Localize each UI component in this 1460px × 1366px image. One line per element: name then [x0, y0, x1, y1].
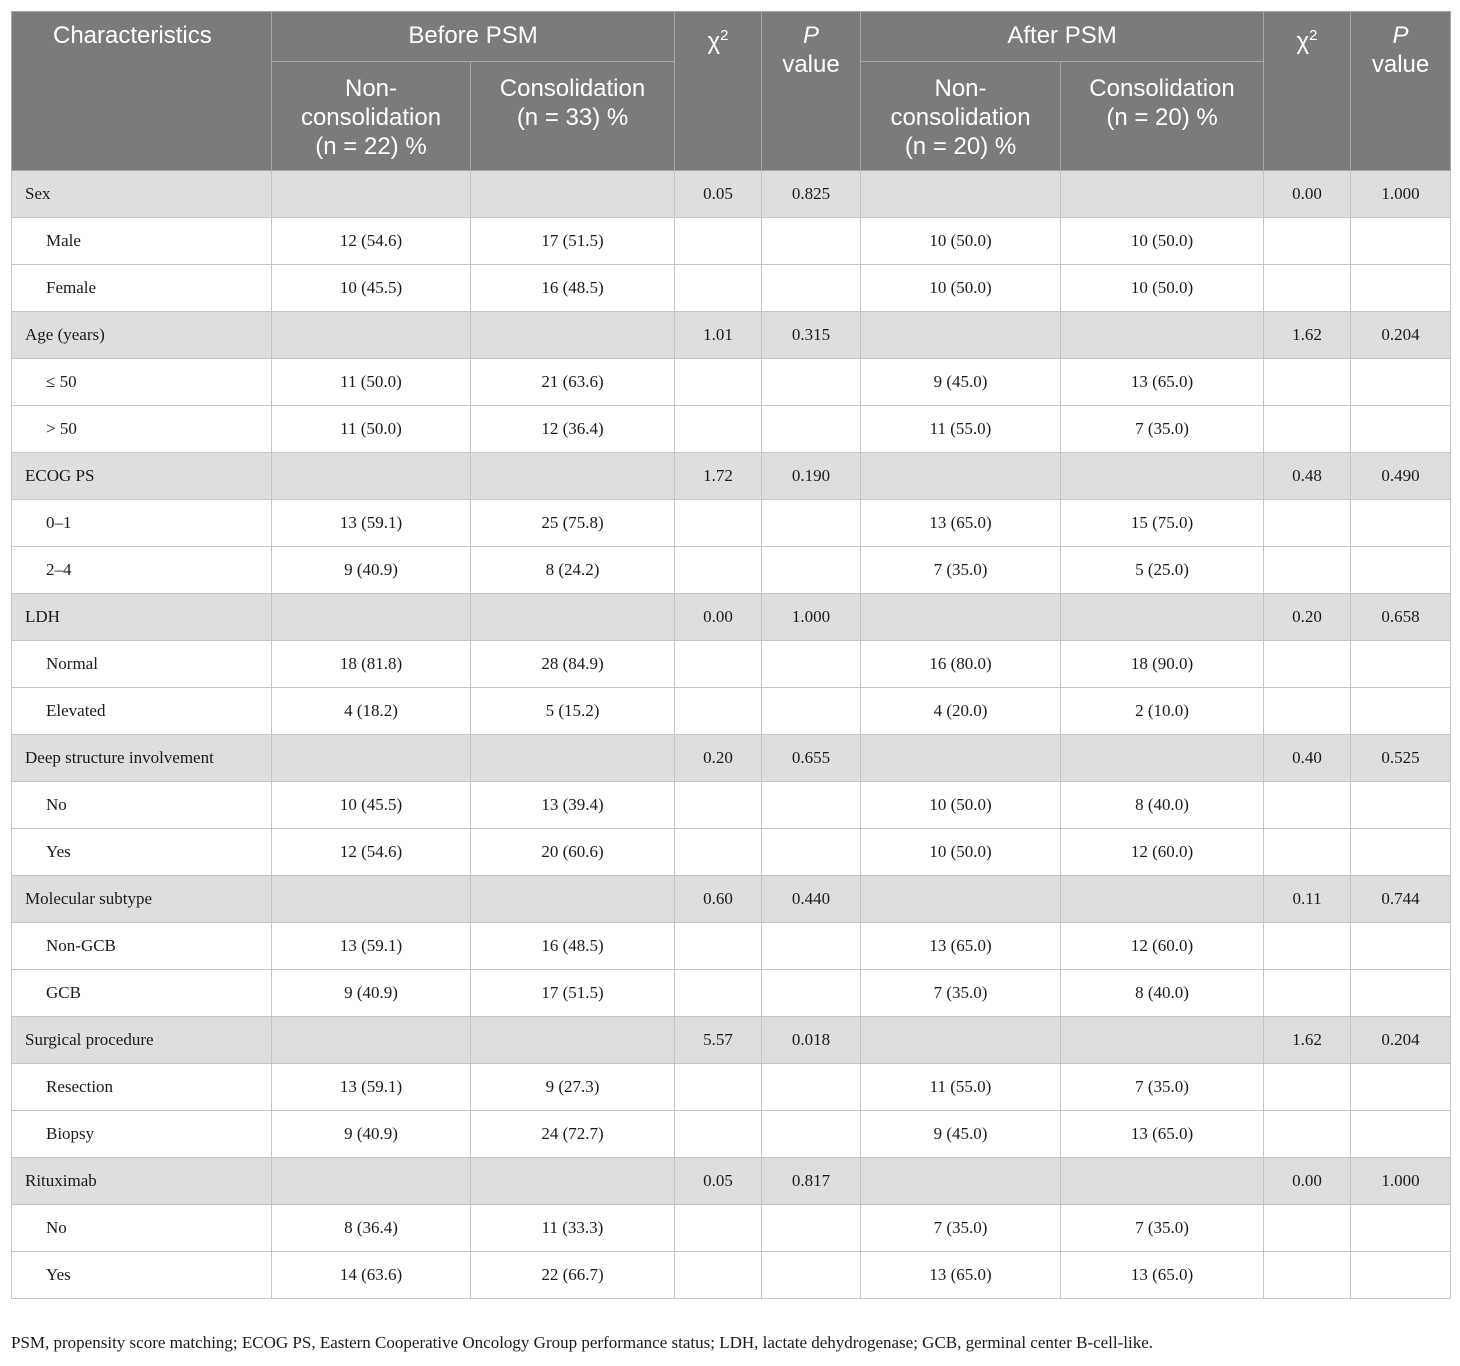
table-row: [12, 1252, 1451, 1299]
cell-after-chi-square: [1264, 500, 1351, 547]
cell-before-consolidation: [471, 1017, 675, 1064]
cell-before-p-value: [762, 1252, 861, 1299]
cell-before-chi-square: [675, 829, 762, 876]
cell-after-non-consolidation: 10 (50.0): [861, 782, 1061, 829]
table-row: [12, 688, 1451, 735]
cell-before-p-value: [762, 688, 861, 735]
row-label: 0–1: [12, 500, 272, 547]
row-label: ≤ 50: [12, 359, 272, 406]
cell-after-p-value: 0.525: [1351, 735, 1451, 782]
cell-after-non-consolidation: 10 (50.0): [861, 829, 1061, 876]
cell-before-non-consolidation: [272, 735, 471, 782]
cell-before-p-value: 0.018: [762, 1017, 861, 1064]
header-characteristics: Characteristics: [12, 12, 272, 171]
cell-before-chi-square: [675, 641, 762, 688]
cell-before-chi-square: 0.60: [675, 876, 762, 923]
cell-after-p-value: [1351, 970, 1451, 1017]
cell-before-non-consolidation: [272, 1158, 471, 1205]
header-before-non-consolidation: [272, 62, 471, 171]
cell-before-non-consolidation: [272, 1017, 471, 1064]
cell-after-chi-square: 0.11: [1264, 876, 1351, 923]
category-row: [12, 312, 1451, 359]
table-row: [12, 782, 1451, 829]
cell-after-p-value: [1351, 1205, 1451, 1252]
row-label: LDH: [12, 594, 272, 641]
cell-after-consolidation: 13 (65.0): [1061, 1111, 1264, 1158]
row-label: Female: [12, 265, 272, 312]
row-label: > 50: [12, 406, 272, 453]
cell-after-p-value: [1351, 688, 1451, 735]
cell-after-non-consolidation: 13 (65.0): [861, 923, 1061, 970]
cell-before-chi-square: [675, 359, 762, 406]
cell-after-chi-square: [1264, 688, 1351, 735]
table-footnote: PSM, propensity score matching; ECOG PS, Eastern Cooperative Oncology Group performance status; LDH, lactate dehydrogenase; GCB, germinal center B-cell-like.: [11, 1333, 1154, 1352]
characteristics-table: [11, 11, 1451, 1299]
cell-before-chi-square: 0.20: [675, 735, 762, 782]
value-label: value: [782, 51, 840, 78]
cell-before-non-consolidation: 9 (40.9): [272, 1111, 471, 1158]
row-label: Resection: [12, 1064, 272, 1111]
cell-before-p-value: 0.825: [762, 171, 861, 218]
cell-before-non-consolidation: 10 (45.5): [272, 265, 471, 312]
cell-before-p-value: 0.190: [762, 453, 861, 500]
cell-after-non-consolidation: [861, 453, 1061, 500]
cell-before-consolidation: 5 (15.2): [471, 688, 675, 735]
row-label: Normal: [12, 641, 272, 688]
cell-before-non-consolidation: 18 (81.8): [272, 641, 471, 688]
cell-after-p-value: [1351, 782, 1451, 829]
header-line: (n = 33) %: [516, 104, 629, 131]
row-label: Sex: [12, 171, 272, 218]
cell-before-chi-square: 5.57: [675, 1017, 762, 1064]
cell-after-chi-square: [1264, 1252, 1351, 1299]
cell-after-non-consolidation: [861, 735, 1061, 782]
cell-after-consolidation: [1061, 876, 1264, 923]
cell-after-p-value: [1351, 547, 1451, 594]
cell-before-consolidation: [471, 171, 675, 218]
cell-before-non-consolidation: 13 (59.1): [272, 1064, 471, 1111]
cell-before-consolidation: 8 (24.2): [471, 547, 675, 594]
cell-before-p-value: 0.655: [762, 735, 861, 782]
row-label: 2–4: [12, 547, 272, 594]
cell-after-chi-square: 0.00: [1264, 171, 1351, 218]
cell-before-chi-square: 1.01: [675, 312, 762, 359]
cell-after-consolidation: [1061, 171, 1264, 218]
cell-after-p-value: [1351, 1252, 1451, 1299]
cell-before-consolidation: [471, 1158, 675, 1205]
cell-after-chi-square: 1.62: [1264, 312, 1351, 359]
cell-after-consolidation: 12 (60.0): [1061, 923, 1264, 970]
cell-after-p-value: [1351, 923, 1451, 970]
cell-before-p-value: [762, 500, 861, 547]
header-line: (n = 20) %: [904, 133, 1017, 160]
cell-after-non-consolidation: [861, 171, 1061, 218]
cell-before-consolidation: 21 (63.6): [471, 359, 675, 406]
cell-after-non-consolidation: 7 (35.0): [861, 970, 1061, 1017]
cell-before-non-consolidation: 9 (40.9): [272, 970, 471, 1017]
cell-after-non-consolidation: 9 (45.0): [861, 1111, 1061, 1158]
header-line: consolidation: [890, 104, 1031, 131]
cell-after-consolidation: [1061, 453, 1264, 500]
category-row: [12, 171, 1451, 218]
header-before-psm: Before PSM: [272, 12, 675, 62]
cell-after-non-consolidation: 16 (80.0): [861, 641, 1061, 688]
cell-after-consolidation: 8 (40.0): [1061, 970, 1264, 1017]
cell-before-p-value: [762, 641, 861, 688]
cell-before-non-consolidation: 8 (36.4): [272, 1205, 471, 1252]
p-label: P: [1392, 22, 1409, 49]
cell-before-non-consolidation: 12 (54.6): [272, 218, 471, 265]
cell-before-consolidation: [471, 735, 675, 782]
cell-after-chi-square: [1264, 1205, 1351, 1252]
table-body: [12, 171, 1451, 1299]
cell-after-chi-square: [1264, 970, 1351, 1017]
row-label: Molecular subtype: [12, 876, 272, 923]
cell-after-p-value: [1351, 1111, 1451, 1158]
cell-before-p-value: [762, 1111, 861, 1158]
cell-after-consolidation: 2 (10.0): [1061, 688, 1264, 735]
cell-before-consolidation: 17 (51.5): [471, 218, 675, 265]
cell-after-p-value: 1.000: [1351, 171, 1451, 218]
row-label: ECOG PS: [12, 453, 272, 500]
header-line: Non-: [934, 75, 987, 102]
cell-before-chi-square: [675, 500, 762, 547]
cell-after-consolidation: [1061, 735, 1264, 782]
cell-before-p-value: [762, 547, 861, 594]
cell-after-non-consolidation: [861, 1017, 1061, 1064]
row-label: Male: [12, 218, 272, 265]
cell-after-p-value: 0.204: [1351, 312, 1451, 359]
cell-before-consolidation: 25 (75.8): [471, 500, 675, 547]
cell-before-chi-square: 1.72: [675, 453, 762, 500]
header-line: Consolidation: [1089, 75, 1235, 102]
cell-before-consolidation: [471, 312, 675, 359]
table-row: [12, 406, 1451, 453]
table-row: [12, 1111, 1451, 1158]
cell-after-consolidation: 7 (35.0): [1061, 1064, 1264, 1111]
cell-after-consolidation: 12 (60.0): [1061, 829, 1264, 876]
chi-exponent: 2: [1309, 27, 1318, 44]
cell-after-non-consolidation: [861, 1158, 1061, 1205]
cell-after-chi-square: [1264, 547, 1351, 594]
cell-after-non-consolidation: 7 (35.0): [861, 547, 1061, 594]
header-line: Non-: [344, 75, 398, 102]
cell-before-p-value: [762, 829, 861, 876]
cell-before-p-value: [762, 1064, 861, 1111]
cell-after-p-value: 0.744: [1351, 876, 1451, 923]
table-row: [12, 265, 1451, 312]
cell-before-p-value: 1.000: [762, 594, 861, 641]
table-row: [12, 829, 1451, 876]
cell-before-chi-square: 0.00: [675, 594, 762, 641]
cell-after-chi-square: 0.40: [1264, 735, 1351, 782]
cell-after-non-consolidation: 11 (55.0): [861, 1064, 1061, 1111]
header-after-chi-square: [1264, 12, 1351, 171]
cell-after-chi-square: [1264, 641, 1351, 688]
cell-before-non-consolidation: [272, 876, 471, 923]
cell-after-chi-square: [1264, 265, 1351, 312]
cell-before-p-value: 0.817: [762, 1158, 861, 1205]
cell-before-p-value: [762, 265, 861, 312]
cell-after-consolidation: [1061, 1017, 1264, 1064]
cell-after-consolidation: [1061, 312, 1264, 359]
p-label: P: [803, 22, 820, 49]
cell-before-non-consolidation: 13 (59.1): [272, 923, 471, 970]
cell-after-chi-square: [1264, 1064, 1351, 1111]
cell-before-consolidation: 28 (84.9): [471, 641, 675, 688]
cell-after-non-consolidation: [861, 312, 1061, 359]
cell-after-chi-square: [1264, 829, 1351, 876]
header-before-chi-square: [675, 12, 762, 171]
chi-exponent: 2: [720, 27, 729, 44]
cell-before-chi-square: [675, 218, 762, 265]
cell-before-p-value: [762, 218, 861, 265]
cell-after-p-value: 0.658: [1351, 594, 1451, 641]
cell-after-consolidation: [1061, 594, 1264, 641]
header-after-p-value: [1351, 12, 1451, 171]
row-label: Yes: [12, 829, 272, 876]
cell-before-p-value: [762, 359, 861, 406]
header-after-non-consolidation: [861, 62, 1061, 171]
cell-after-p-value: [1351, 500, 1451, 547]
cell-before-chi-square: [675, 688, 762, 735]
cell-before-chi-square: 0.05: [675, 171, 762, 218]
cell-after-p-value: 0.204: [1351, 1017, 1451, 1064]
table-row: [12, 970, 1451, 1017]
cell-before-p-value: [762, 406, 861, 453]
cell-before-chi-square: [675, 970, 762, 1017]
row-label: Surgical procedure: [12, 1017, 272, 1064]
cell-after-p-value: [1351, 359, 1451, 406]
cell-before-chi-square: [675, 1064, 762, 1111]
cell-after-p-value: [1351, 265, 1451, 312]
header-line: (n = 22) %: [315, 133, 427, 160]
cell-before-p-value: 0.315: [762, 312, 861, 359]
cell-before-non-consolidation: 10 (45.5): [272, 782, 471, 829]
cell-before-chi-square: [675, 265, 762, 312]
cell-after-consolidation: 7 (35.0): [1061, 406, 1264, 453]
category-row: [12, 594, 1451, 641]
cell-after-consolidation: 10 (50.0): [1061, 218, 1264, 265]
cell-after-non-consolidation: 10 (50.0): [861, 265, 1061, 312]
chi-symbol: χ: [707, 28, 721, 55]
cell-before-consolidation: 11 (33.3): [471, 1205, 675, 1252]
cell-after-chi-square: [1264, 923, 1351, 970]
cell-after-non-consolidation: 4 (20.0): [861, 688, 1061, 735]
cell-before-non-consolidation: 14 (63.6): [272, 1252, 471, 1299]
cell-before-chi-square: [675, 782, 762, 829]
cell-after-p-value: [1351, 1064, 1451, 1111]
cell-after-chi-square: [1264, 782, 1351, 829]
cell-after-non-consolidation: 7 (35.0): [861, 1205, 1061, 1252]
cell-before-consolidation: 22 (66.7): [471, 1252, 675, 1299]
cell-before-consolidation: [471, 594, 675, 641]
cell-before-consolidation: 13 (39.4): [471, 782, 675, 829]
cell-before-chi-square: [675, 1205, 762, 1252]
table-row: [12, 218, 1451, 265]
cell-before-chi-square: [675, 1111, 762, 1158]
header-line: consolidation: [300, 104, 442, 131]
cell-before-p-value: [762, 923, 861, 970]
cell-before-chi-square: [675, 1252, 762, 1299]
cell-after-non-consolidation: [861, 876, 1061, 923]
cell-after-non-consolidation: [861, 594, 1061, 641]
cell-before-consolidation: 16 (48.5): [471, 923, 675, 970]
cell-after-non-consolidation: 9 (45.0): [861, 359, 1061, 406]
table-row: [12, 1064, 1451, 1111]
cell-after-consolidation: 7 (35.0): [1061, 1205, 1264, 1252]
row-label: Non-GCB: [12, 923, 272, 970]
cell-before-consolidation: 12 (36.4): [471, 406, 675, 453]
cell-after-consolidation: 13 (65.0): [1061, 359, 1264, 406]
cell-after-consolidation: [1061, 1158, 1264, 1205]
cell-before-consolidation: [471, 876, 675, 923]
cell-before-p-value: [762, 970, 861, 1017]
cell-before-non-consolidation: [272, 594, 471, 641]
cell-after-p-value: [1351, 641, 1451, 688]
row-label: Age (years): [12, 312, 272, 359]
row-label: Biopsy: [12, 1111, 272, 1158]
cell-after-consolidation: 5 (25.0): [1061, 547, 1264, 594]
cell-before-non-consolidation: 11 (50.0): [272, 406, 471, 453]
table-row: [12, 641, 1451, 688]
table-row: [12, 547, 1451, 594]
cell-after-p-value: [1351, 829, 1451, 876]
cell-after-p-value: [1351, 218, 1451, 265]
cell-before-consolidation: 24 (72.7): [471, 1111, 675, 1158]
cell-before-non-consolidation: [272, 312, 471, 359]
table-row: [12, 500, 1451, 547]
cell-after-non-consolidation: 13 (65.0): [861, 1252, 1061, 1299]
cell-before-chi-square: 0.05: [675, 1158, 762, 1205]
header-before-consolidation: [471, 62, 675, 171]
cell-after-chi-square: [1264, 1111, 1351, 1158]
row-label: No: [12, 1205, 272, 1252]
cell-before-p-value: [762, 1205, 861, 1252]
cell-before-p-value: [762, 782, 861, 829]
table-row: [12, 923, 1451, 970]
cell-after-consolidation: 8 (40.0): [1061, 782, 1264, 829]
cell-after-non-consolidation: 11 (55.0): [861, 406, 1061, 453]
table-header: [12, 12, 1451, 171]
row-label: No: [12, 782, 272, 829]
cell-before-chi-square: [675, 923, 762, 970]
cell-after-consolidation: 15 (75.0): [1061, 500, 1264, 547]
category-row: [12, 1017, 1451, 1064]
cell-before-consolidation: 17 (51.5): [471, 970, 675, 1017]
cell-before-consolidation: 20 (60.6): [471, 829, 675, 876]
cell-after-chi-square: [1264, 359, 1351, 406]
cell-before-consolidation: 16 (48.5): [471, 265, 675, 312]
table-row: [12, 359, 1451, 406]
cell-after-chi-square: 1.62: [1264, 1017, 1351, 1064]
cell-before-non-consolidation: 11 (50.0): [272, 359, 471, 406]
cell-after-consolidation: 13 (65.0): [1061, 1252, 1264, 1299]
category-row: [12, 1158, 1451, 1205]
cell-after-p-value: 0.490: [1351, 453, 1451, 500]
cell-before-chi-square: [675, 406, 762, 453]
header-line: Consolidation: [499, 75, 646, 102]
category-row: [12, 735, 1451, 782]
cell-after-consolidation: 18 (90.0): [1061, 641, 1264, 688]
row-label: Deep structure involvement: [12, 735, 272, 782]
cell-after-consolidation: 10 (50.0): [1061, 265, 1264, 312]
row-label: Rituximab: [12, 1158, 272, 1205]
cell-before-non-consolidation: 13 (59.1): [272, 500, 471, 547]
cell-before-p-value: 0.440: [762, 876, 861, 923]
cell-after-chi-square: 0.48: [1264, 453, 1351, 500]
chi-symbol: χ: [1296, 28, 1310, 55]
cell-after-p-value: 1.000: [1351, 1158, 1451, 1205]
cell-after-chi-square: 0.00: [1264, 1158, 1351, 1205]
cell-after-non-consolidation: 10 (50.0): [861, 218, 1061, 265]
cell-after-chi-square: 0.20: [1264, 594, 1351, 641]
cell-after-chi-square: [1264, 218, 1351, 265]
category-row: [12, 453, 1451, 500]
category-row: [12, 876, 1451, 923]
cell-after-non-consolidation: 13 (65.0): [861, 500, 1061, 547]
table-row: [12, 1205, 1451, 1252]
cell-before-non-consolidation: [272, 453, 471, 500]
row-label: GCB: [12, 970, 272, 1017]
cell-before-consolidation: [471, 453, 675, 500]
header-after-psm: After PSM: [861, 12, 1264, 62]
cell-after-chi-square: [1264, 406, 1351, 453]
cell-before-non-consolidation: 9 (40.9): [272, 547, 471, 594]
header-line: (n = 20) %: [1106, 104, 1218, 131]
header-before-p-value: [762, 12, 861, 171]
cell-before-non-consolidation: 12 (54.6): [272, 829, 471, 876]
row-label: Elevated: [12, 688, 272, 735]
cell-before-non-consolidation: 4 (18.2): [272, 688, 471, 735]
cell-before-non-consolidation: [272, 171, 471, 218]
row-label: Yes: [12, 1252, 272, 1299]
cell-before-consolidation: 9 (27.3): [471, 1064, 675, 1111]
cell-after-p-value: [1351, 406, 1451, 453]
cell-before-chi-square: [675, 547, 762, 594]
header-after-consolidation: [1061, 62, 1264, 171]
value-label: value: [1371, 51, 1430, 78]
